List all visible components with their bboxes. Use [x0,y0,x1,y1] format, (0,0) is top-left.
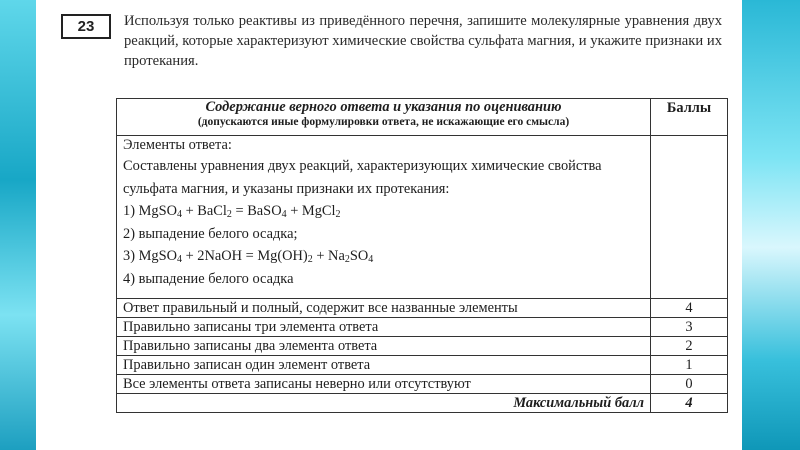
elements-heading: Элементы ответа: [123,137,232,153]
task-number: 23 [61,14,111,39]
criteria-row [117,299,728,318]
table-header-row [117,99,728,136]
criteria-row [117,318,728,337]
criteria-row [117,337,728,356]
criterion-points: 0 [651,375,728,394]
criterion-points: 4 [651,299,728,318]
criteria-row [117,375,728,394]
criterion-text: Правильно записаны три элемента ответа [117,318,651,337]
criterion-points: 2 [651,337,728,356]
background-left-strip [0,0,36,450]
reaction-1: 1) MgSO$_4$ + BaCl$_2$ = BaSO$_4$ + MgCl$_2$ [123,203,341,220]
answer-elements-cell [117,136,651,299]
criterion-points: 1 [651,356,728,375]
max-score-label: Максимальный балл [117,394,651,413]
header-score-cell: Баллы [651,99,728,136]
document-page [36,0,742,450]
background-right-strip [742,0,800,450]
criterion-points: 3 [651,318,728,337]
header-content-subtitle: (допускаются иные формулировки ответа, не искажающие его смысла) [197,116,570,128]
reaction-1-sign: 2) выпадение белого осадка; [123,225,298,242]
elements-score-cell [651,136,728,299]
reaction-2-sign: 4) выпадение белого осадка [123,270,294,287]
task-question: Используя только реактивы из приведённого перечня, запишите молекулярные уравнения двух реакций, которые характеризуют химические свойства сульфата магния, и укажите признаки их протекания. [124,13,722,69]
elements-row [117,136,728,299]
header-content-cell [117,99,651,136]
answer-table [116,98,728,413]
criteria-row [117,356,728,375]
header-content-title: Содержание верного ответа и указания по оцениванию [205,99,562,115]
criterion-text: Правильно записан один элемент ответа [117,356,651,375]
elements-intro: Составлены уравнения двух реакций, характеризующих химические свойства сульфата магния, и указаны признаки их протекания: [123,158,602,197]
criterion-text: Правильно записаны два элемента ответа [117,337,651,356]
max-score-row [117,394,728,413]
reaction-2: 3) MgSO$_4$ + 2NaOH = $Mg(OH)_2 + Na_2SO_4$ [123,248,374,265]
max-score-points: 4 [651,394,728,413]
criterion-text: Все элементы ответа записаны неверно или отсутствуют [117,375,651,394]
criterion-text: Ответ правильный и полный, содержит все названные элементы [117,299,651,318]
